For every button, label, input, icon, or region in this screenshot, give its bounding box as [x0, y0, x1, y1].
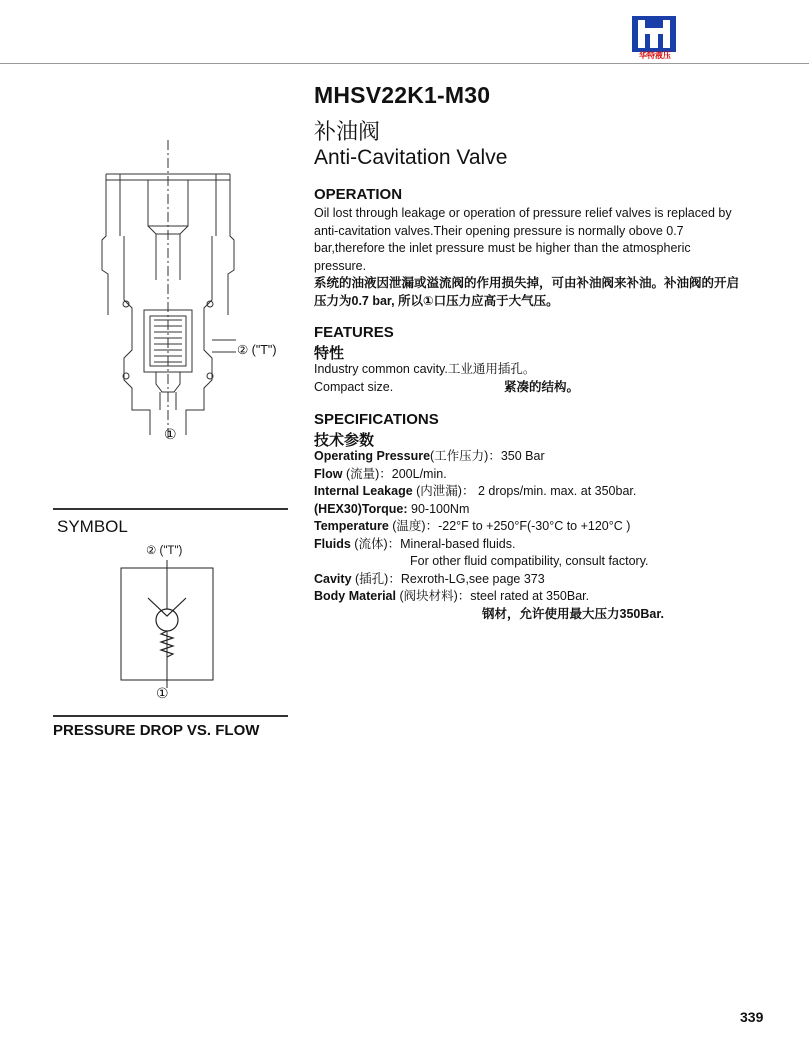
product-title-en: Anti-Cavitation Valve: [314, 146, 508, 169]
spec-fluids-note: For other fluid compatibility, consult factory.: [410, 554, 649, 568]
product-title-cn: 补油阀: [314, 119, 381, 144]
operation-line: Oil lost through leakage or operation of pressure relief valves is replaced by: [314, 206, 732, 220]
page-number: 339: [740, 1009, 764, 1025]
symbol-rule: [53, 508, 288, 510]
pressure-drop-heading: PRESSURE DROP VS. FLOW: [53, 722, 260, 739]
check-valve-symbol: [120, 560, 214, 688]
spec-cavity: Cavity (插孔)：Rexroth-LG,see page 373: [314, 571, 545, 586]
operation-line: bar,therefore the inlet pressure must be higher than the atmospheric: [314, 241, 691, 255]
feature-item-en: Compact size.: [314, 379, 394, 394]
specifications-heading: SPECIFICATIONS: [314, 411, 439, 428]
feature-item-cn: 紧凑的结构。: [504, 379, 580, 394]
pressure-drop-rule: [53, 715, 288, 717]
operation-line: 压力为0.7 bar, 所以①口压力应高于大气压。: [314, 293, 559, 308]
spec-body-material: Body Material (阀块材料)：steel rated at 350Bar.: [314, 589, 590, 603]
spec-flow: Flow (流量)：200L/min.: [314, 466, 447, 481]
drawing-port-1-label: ①: [164, 426, 177, 442]
spec-fluids: Fluids (流体)：Mineral-based fluids.: [314, 536, 516, 551]
symbol-port-2-label: ② ("T"): [146, 545, 183, 557]
operation-line: pressure.: [314, 258, 367, 273]
spec-temperature: Temperature (温度)：-22°F to +250°F(-30°C to +120°C ): [314, 519, 631, 533]
features-heading-cn: 特性: [314, 345, 345, 362]
valve-cross-section-drawing: [98, 140, 238, 440]
spec-internal-leakage: Internal Leakage (内泄漏)： 2 drops/min. max. at 350bar.: [314, 484, 637, 498]
symbol-heading: SYMBOL: [57, 517, 128, 536]
spec-torque: (HEX30)Torque: 90-100Nm: [314, 501, 470, 516]
brand-name: 华特液压: [639, 51, 671, 60]
features-heading: FEATURES: [314, 324, 394, 341]
header-rule: [0, 63, 809, 64]
operation-text: [314, 205, 784, 310]
feature-item: Industry common cavity.工业通用插孔。: [314, 362, 536, 376]
symbol-port-1-label: ①: [156, 685, 169, 701]
operation-line: 系统的油液因泄漏或溢流阀的作用损失掉，可由补油阀来补油。补油阀的开启: [314, 276, 740, 290]
spec-operating-pressure: Operating Pressure(工作压力)：350 Bar: [314, 449, 545, 463]
specifications-heading-cn: 技术参数: [314, 432, 375, 449]
operation-heading: OPERATION: [314, 186, 403, 203]
specifications-list: [314, 448, 794, 623]
drawing-port-2-label: ② ("T"): [237, 343, 277, 357]
features-list: [314, 361, 784, 396]
feature-item: [314, 379, 784, 397]
spec-body-material-note: 钢材，允许使用最大压力350Bar.: [482, 606, 664, 621]
product-model: MHSV22K1-M30: [314, 82, 491, 108]
operation-line: anti-cavitation valves.Their opening pressure is normally obove 0.7: [314, 223, 684, 238]
